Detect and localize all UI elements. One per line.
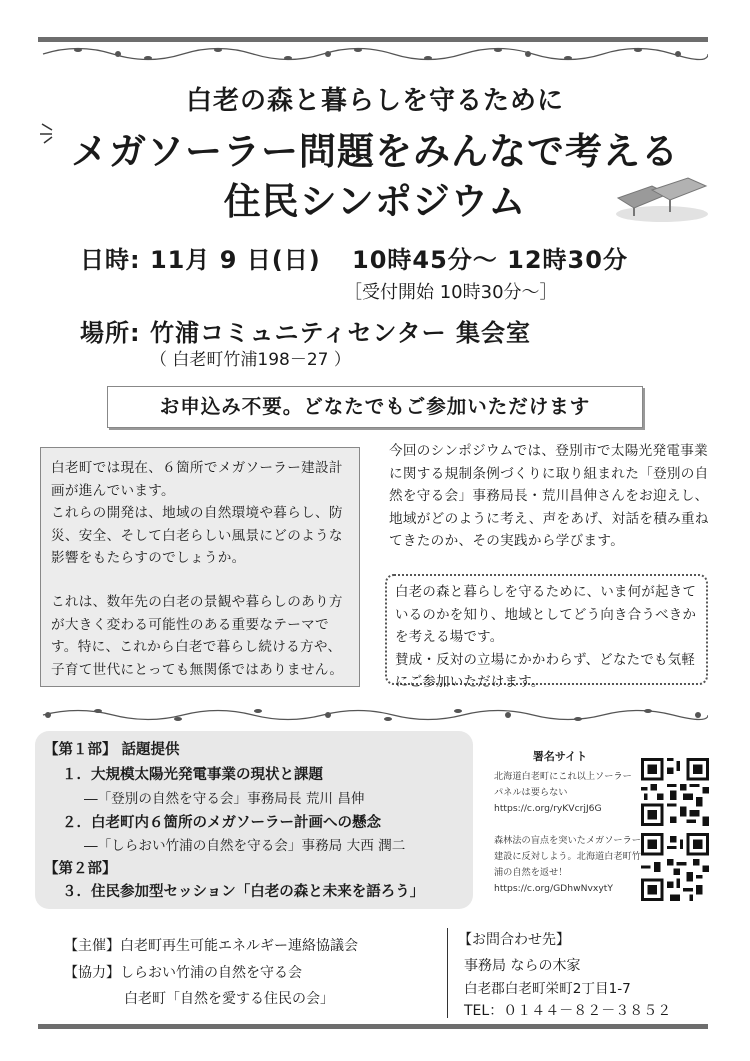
petition-1-text bbox=[494, 769, 632, 817]
background-para-1: 白老町では現在、６箇所でメガソーラー建設計画が進んでいます。 bbox=[51, 460, 343, 499]
background-info-box bbox=[40, 447, 360, 687]
petition-1-url[interactable]: https://c.org/ryKVcrjJ6G bbox=[494, 803, 602, 814]
program-item-2: ２．白老町内６箇所のメガソーラー計画への懸念 bbox=[62, 815, 381, 831]
program-item-3: ３．住民参加型セッション「白老の森と未来を語ろう」 bbox=[62, 884, 425, 900]
program-part2-heading: 【第２部】 bbox=[44, 861, 117, 877]
footer-divider bbox=[447, 928, 448, 1018]
cooperation-org-2: 白老町「自然を愛する住民の会」 bbox=[124, 991, 334, 1007]
organizer-label: 【主催】 bbox=[64, 938, 120, 954]
subtitle: 白老の森と暮らしを守るために bbox=[185, 86, 564, 116]
program-item-1-speaker: ―「登別の自然を守る会」事務局長 荒川 昌伸 bbox=[84, 791, 365, 807]
purpose-text: 白老の森と暮らしを守るために、いま何が起きているのかを知り、地域としてどう向き合うべきかを考える場です。 bbox=[395, 585, 697, 646]
organizer-name: 白老町再生可能エネルギー連絡協議会 bbox=[120, 938, 358, 954]
background-para-3: これは、数年先の白老の景観や暮らしのあり方が大きく変わる可能性のある重要なテーマです。特に、これから白老で暮らし続ける方や、子育て世代にとっても無関係ではありません。 bbox=[51, 593, 344, 678]
reception-time: ［受付開始 10時30分〜］ bbox=[344, 282, 558, 303]
program-item-1: １．大規模太陽光発電事業の現状と課題 bbox=[62, 767, 323, 783]
symposium-description bbox=[389, 440, 709, 553]
petition-2-line3: 浦の自然を返せ！ bbox=[494, 867, 568, 878]
petition-2-qr-code[interactable] bbox=[641, 833, 709, 901]
solar-panel-icon bbox=[612, 168, 710, 224]
program-part1-heading: 【第１部】 話題提供 bbox=[44, 742, 180, 758]
cooperation-line bbox=[64, 962, 302, 986]
purpose-box bbox=[385, 574, 708, 691]
vine-decoration-top bbox=[38, 43, 708, 65]
purpose-text-2: 賛成・反対の立場にかかわらず、どなたでも気軽にご参加いただけます。 bbox=[395, 652, 696, 691]
bottom-border bbox=[38, 1024, 708, 1029]
petition-2-line1: 森林法の盲点を突いたメガソーラー bbox=[494, 835, 641, 846]
venue-address: （ 白老町竹浦198－27 ） bbox=[150, 350, 351, 370]
no-reservation-text: お申込み不要。どなたでもご参加いただけます bbox=[159, 395, 591, 418]
petition-1-line2: パネルは要らない bbox=[494, 787, 568, 798]
contact-label: 【お問合わせ先】 bbox=[458, 932, 570, 948]
no-reservation-banner bbox=[107, 386, 643, 428]
petition-2-url[interactable]: https://c.org/GDhwNvxytY bbox=[494, 883, 613, 894]
event-venue: 場所: 竹浦コミュニティセンター 集会室 bbox=[80, 319, 531, 347]
petition-2-line2: 建設に反対しよう。北海道白老町竹 bbox=[494, 851, 641, 862]
contact-phone[interactable]: TEL：０１４４－８２－３８５２ bbox=[464, 1003, 672, 1019]
petition-heading: 署名サイト bbox=[532, 750, 588, 763]
organizer-line bbox=[64, 935, 358, 959]
main-title: メガソーラー問題をみんなで考える bbox=[71, 130, 679, 173]
contact-office: 事務局 ならの木家 bbox=[464, 958, 581, 974]
main-title-line2: 住民シンポジウム bbox=[223, 180, 527, 223]
symposium-description-text: 今回のシンポジウムでは、登別市で太陽光発電事業に関する規制条例づくりに取り組まれた「登別の自然を守る会」事務局長・荒川昌伸さんをお迎えし、地域がどのように考え、声をあげ、対話を積み重ねてきたのか、その実践から学びます。 bbox=[389, 443, 709, 550]
background-para-2: これらの開発は、地域の自然環境や暮らし、防災、安全、そして白老らしい風景にどのような影響をもたらすのでしょうか。 bbox=[51, 505, 343, 567]
program-item-2-speaker: ―「しらおい竹浦の自然を守る会」事務局 大西 潤二 bbox=[84, 838, 406, 854]
petition-2-text bbox=[494, 833, 641, 897]
event-time: 10時45分〜 12時30分 bbox=[352, 246, 628, 274]
petition-1-qr-code[interactable] bbox=[641, 758, 709, 826]
cooperation-label: 【協力】 bbox=[64, 965, 120, 981]
top-border bbox=[38, 37, 708, 42]
petition-1-line1: 北海道白老町にこれ以上ソーラー bbox=[494, 771, 632, 782]
contact-address: 白老郡白老町栄町2丁目1-7 bbox=[464, 981, 631, 997]
vine-decoration-middle bbox=[38, 704, 708, 726]
event-date: 日時: 11月 9 日(日) bbox=[80, 246, 321, 274]
cooperation-org-1: しらおい竹浦の自然を守る会 bbox=[120, 965, 302, 981]
